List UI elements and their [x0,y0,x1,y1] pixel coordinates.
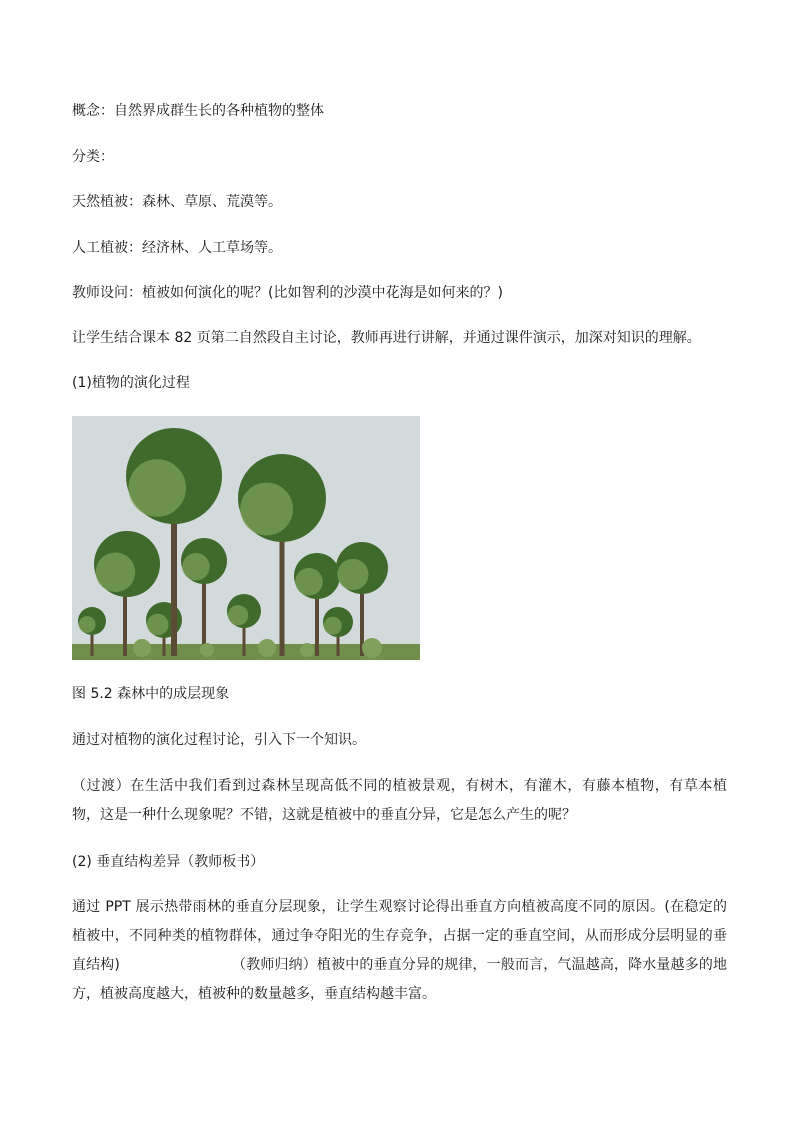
concept-line: 概念：自然界成群生长的各种植物的整体 [72,103,324,119]
section-2-heading: (2) 垂直结构差异（教师板书） [72,854,265,870]
shrub [133,639,151,657]
tree-crown-highlight [324,617,342,635]
shrub [300,643,314,657]
ppt-paragraph-part-2: （教师归纳）植被中的垂直分异的规律，一般而言，气温越高，降水量越多的地方，植被高度越大，植被种的数量越多，垂直结构越丰富。 [72,957,727,1002]
tree-crown-highlight [228,605,248,625]
shrub [362,638,382,658]
tree-crown-highlight [337,559,368,590]
tree-crown-highlight [96,552,136,592]
artificial-vegetation-line: 人工植被：经济林、人工草场等。 [72,240,282,256]
tree-crown-highlight [79,616,96,633]
forest-illustration [72,416,420,660]
teacher-question-line: 教师设问：植被如何演化的呢？(比如智利的沙漠中花海是如何来的？) [72,285,503,301]
shrub [200,643,214,657]
transition-paragraph: （过渡）在生活中我们看到过森林呈现高低不同的植被景观，有树木，有灌木，有藤本植物，有草本植物，这是一种什么现象呢？不错，这就是植被中的垂直分异，它是怎么产生的呢？ [72,778,727,823]
shrub [258,639,276,657]
classification-heading: 分类： [72,149,114,165]
section-1-heading: (1)植物的演化过程 [72,375,190,391]
ppt-paragraph-part-1: 通过 PPT 展示热带雨林的垂直分层现象，让学生观察讨论得出垂直方向植被高度不同的原因。(在稳定的植被中，不同种类的植物群体，通过争夺阳光的生存竞争，占据一定的垂直空间，从而形成分层明显的垂直结构) [72,899,727,973]
tree-crown-highlight [128,459,186,517]
tree-crown-highlight [147,614,169,636]
after-figure-line: 通过对植物的演化过程讨论，引入下一个知识。 [72,732,366,748]
discussion-line: 让学生结合课本 82 页第二自然段自主讨论，教师再进行讲解，并通过课件演示，加深对知识的理解。 [72,330,701,346]
figure-caption: 图 5.2 森林中的成层现象 [72,686,230,702]
tree-crown-highlight [240,483,293,536]
ppt-paragraph [72,893,727,1009]
natural-vegetation-line: 天然植被：森林、草原、荒漠等。 [72,194,282,210]
tree-crown-highlight [295,568,323,596]
tree-crown-highlight [182,553,210,581]
forest-stratification-figure [72,416,420,660]
